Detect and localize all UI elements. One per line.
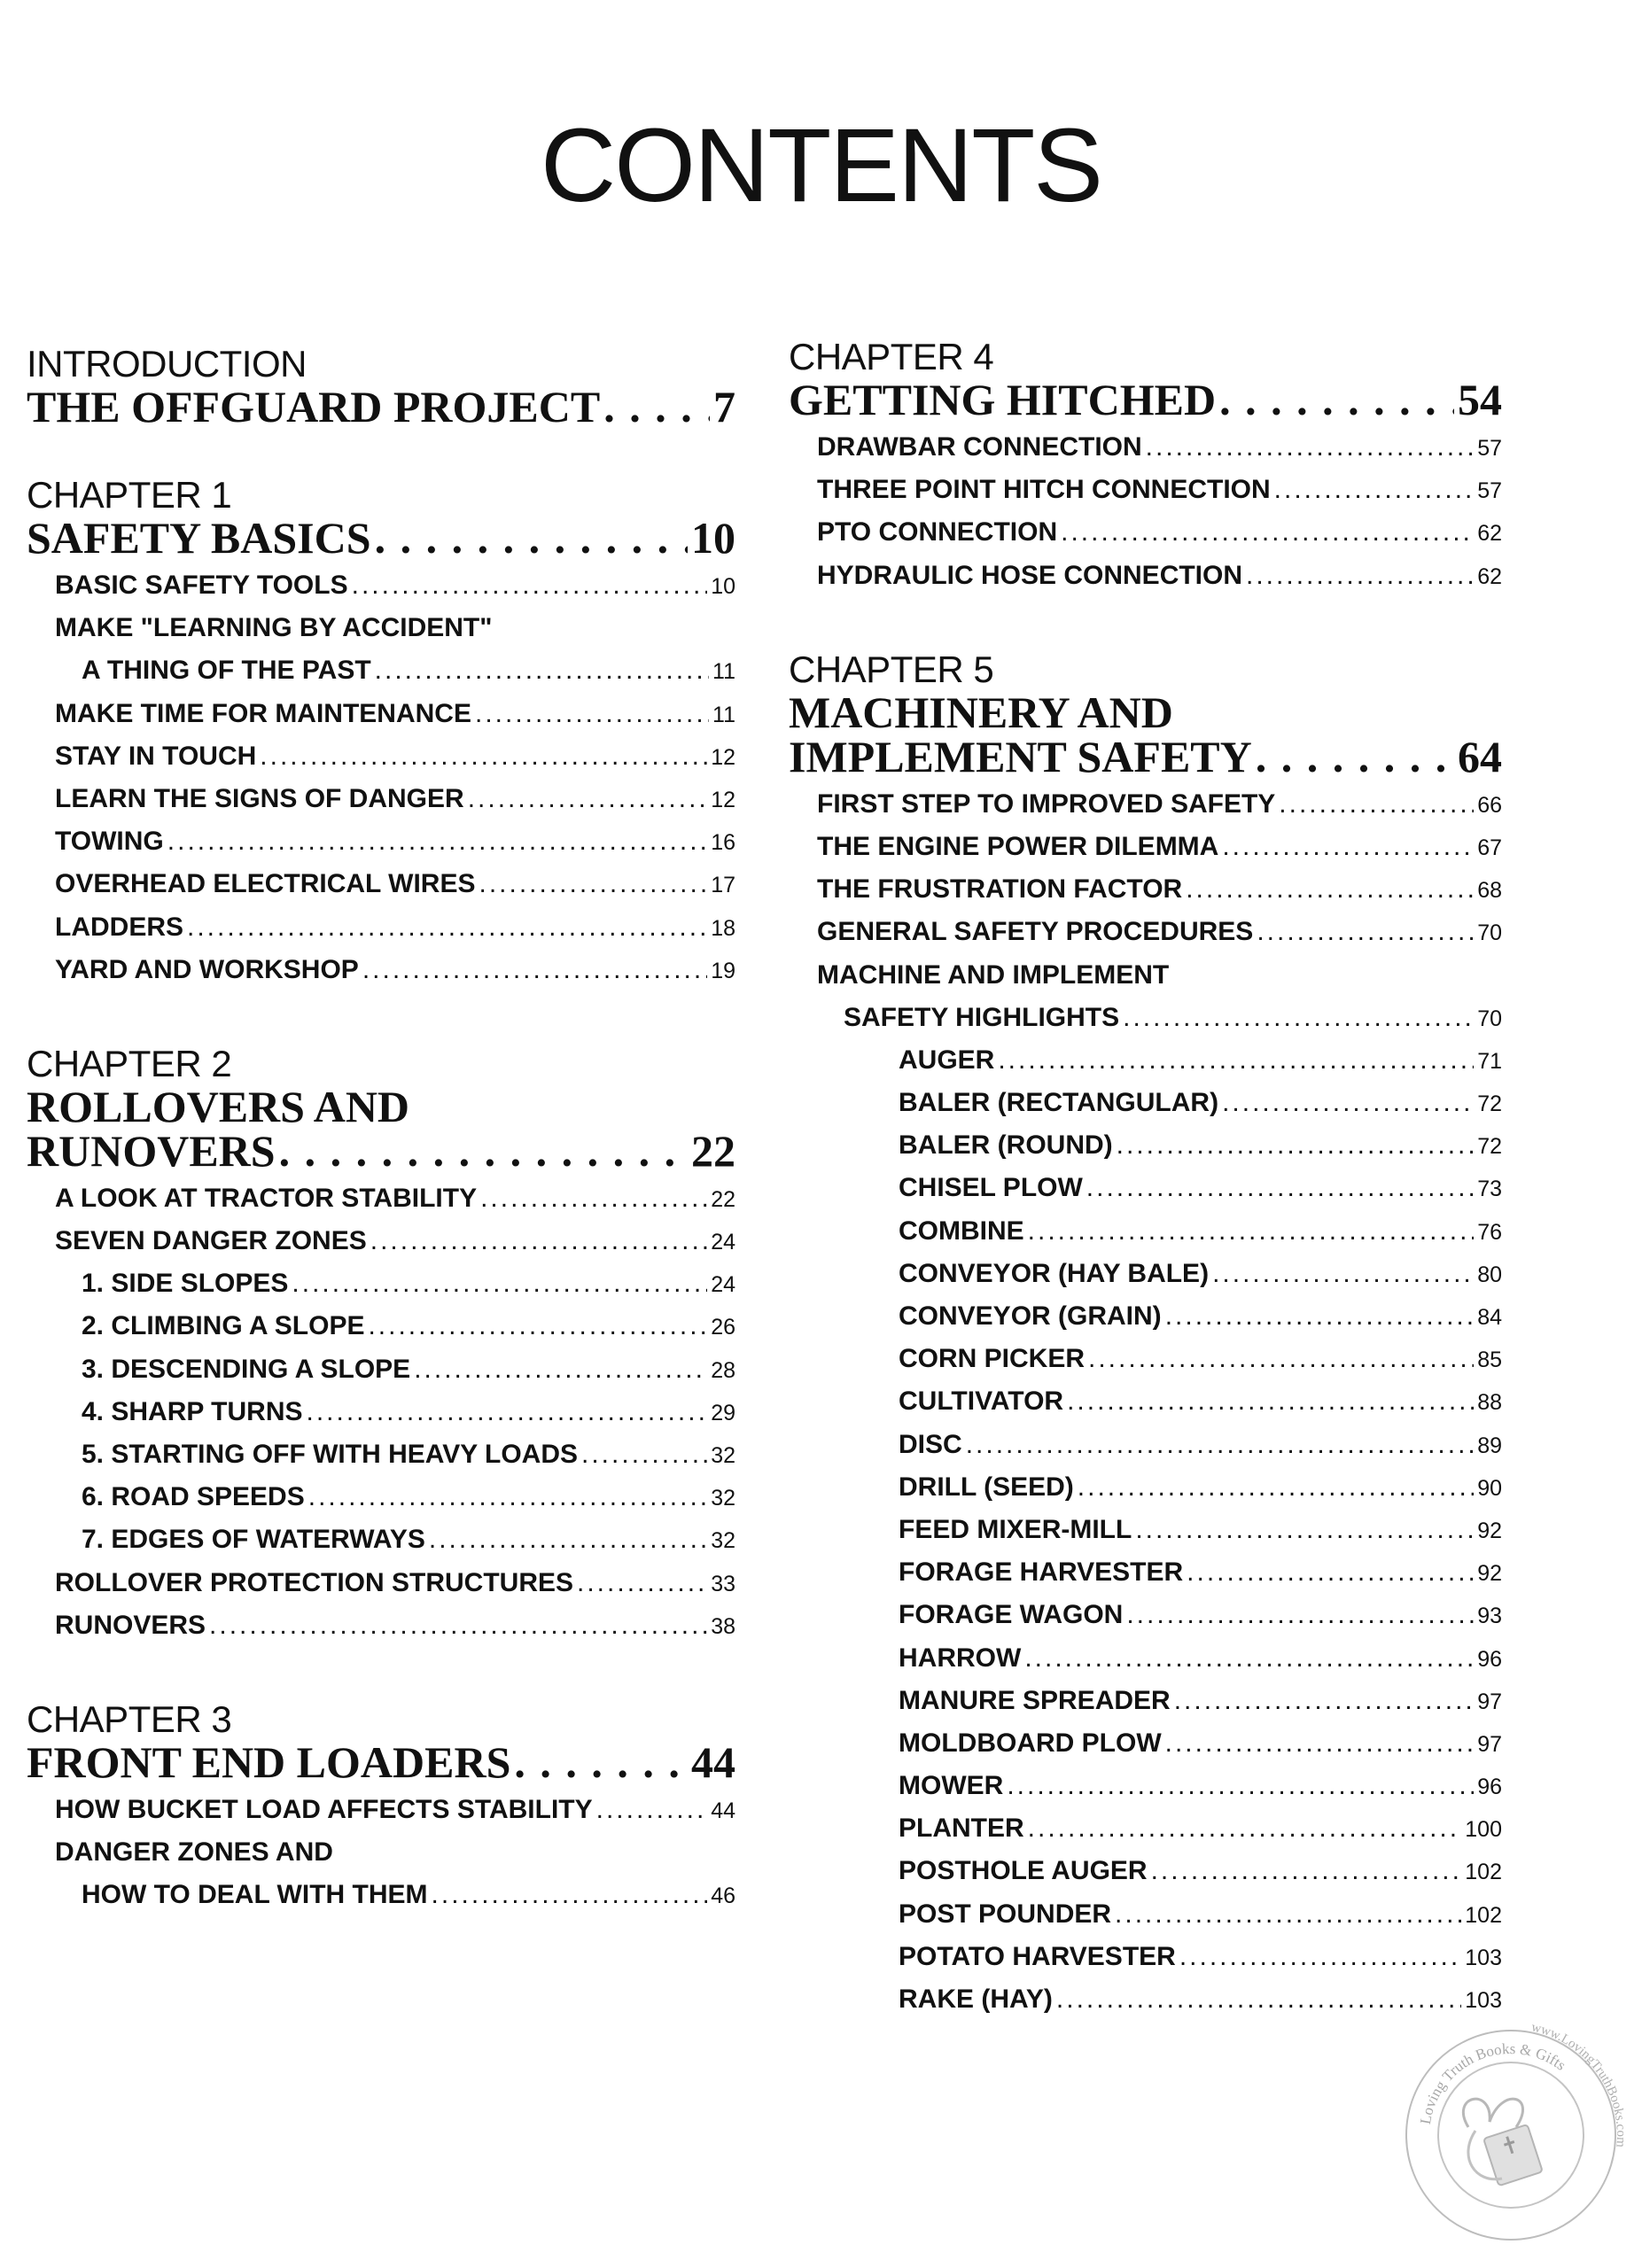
dot-leader [998, 1045, 1474, 1076]
toc-entry-page: 32 [711, 1528, 735, 1554]
toc-entry[interactable] [789, 1344, 1502, 1386]
toc-entry[interactable] [789, 1686, 1502, 1728]
toc-entry-label: A THING OF THE PAST [82, 656, 371, 686]
toc-section [789, 649, 1502, 2027]
toc-entry[interactable] [27, 955, 735, 998]
toc-entry[interactable] [789, 1472, 1502, 1515]
dot-leader [167, 827, 707, 857]
toc-entry-label: OVERHEAD ELECTRICAL WIRES [55, 869, 476, 899]
toc-entry[interactable] [789, 874, 1502, 917]
toc-entry-page: 11 [712, 659, 735, 685]
dot-leader [1186, 874, 1474, 905]
toc-entry[interactable] [27, 1525, 735, 1567]
toc-entry-label: LADDERS [55, 912, 184, 942]
toc-entry-page: 12 [711, 787, 735, 812]
toc-entry-page: 11 [712, 702, 735, 727]
toc-entry-label: RUNOVERS [55, 1610, 206, 1640]
toc-entry-label: FEED MIXER-MILL [899, 1514, 1132, 1544]
watermark-stamp [1378, 2002, 1642, 2268]
dot-leader [1126, 1600, 1474, 1630]
toc-entry[interactable] [27, 784, 735, 827]
toc-entry[interactable] [789, 1856, 1502, 1899]
toc-entry-page: 72 [1477, 1091, 1502, 1117]
dot-leader [1256, 734, 1454, 779]
dot-leader [1028, 1216, 1475, 1247]
toc-entry-page: 102 [1465, 1902, 1502, 1928]
toc-entry-page: 62 [1477, 521, 1502, 547]
chapter-heading-title: RUNOVERS [27, 1125, 276, 1176]
dot-leader [1187, 1557, 1474, 1588]
chapter-heading-title: FRONT END LOADERS [27, 1736, 511, 1787]
toc-entry[interactable] [789, 1771, 1502, 1814]
toc-entry[interactable] [789, 1557, 1502, 1600]
dot-leader [279, 1129, 688, 1173]
dot-leader [375, 656, 709, 686]
dot-leader [209, 1611, 707, 1641]
dot-leader [475, 699, 709, 729]
toc-entry-page: 92 [1477, 1518, 1502, 1543]
toc-entry-page: 72 [1477, 1134, 1502, 1160]
toc-entry-label: YARD AND WORKSHOP [55, 954, 359, 984]
chapter-heading[interactable] [789, 731, 1502, 781]
toc-section [27, 1044, 735, 1653]
toc-entry[interactable] [789, 1942, 1502, 1984]
toc-entry-label: SEVEN DANGER ZONES [55, 1226, 367, 1256]
toc-entry[interactable] [27, 913, 735, 955]
toc-entry-page: 44 [711, 1798, 735, 1823]
toc-entry[interactable] [789, 432, 1502, 475]
toc-entry-label: COMBINE [899, 1216, 1024, 1246]
toc-entry[interactable] [789, 1728, 1502, 1771]
chapter-heading[interactable] [27, 1125, 735, 1176]
toc-entry-label: 5. STARTING OFF WITH HEAVY LOADS [82, 1440, 579, 1469]
toc-entry-label: DRILL (SEED) [899, 1472, 1074, 1502]
chapter-heading-title: THE OFFGUARD PROJECT [27, 382, 601, 431]
toc-entry-page: 102 [1465, 1860, 1502, 1885]
toc-entry-label: DISC [899, 1429, 962, 1459]
toc-entry-page: 57 [1477, 436, 1502, 461]
toc-entry[interactable] [27, 742, 735, 784]
dot-leader [187, 913, 707, 943]
toc-entry-label: FIRST STEP TO IMPROVED SAFETY [817, 788, 1276, 819]
toc-entry-label: DRAWBAR CONNECTION [817, 432, 1142, 462]
dot-leader [1146, 432, 1475, 462]
toc-entry-label: PTO CONNECTION [817, 517, 1058, 548]
toc-entry[interactable] [789, 1259, 1502, 1301]
toc-entry-label: MANURE SPREADER [899, 1685, 1171, 1715]
chapter-kicker: CHAPTER 4 [789, 336, 994, 377]
toc-entry-page: 19 [711, 958, 735, 983]
gift-bible-icon [1463, 2099, 1542, 2186]
toc-right-column [789, 337, 1502, 2073]
toc-entry-label: 2. CLIMBING A SLOPE [82, 1311, 365, 1341]
toc-entry-label: RAKE (HAY) [899, 1984, 1053, 2014]
toc-entry[interactable] [27, 869, 735, 912]
toc-entry-page: 24 [711, 1230, 735, 1255]
toc-entry-label: POSTHOLE AUGER [899, 1856, 1148, 1886]
toc-entry-page: 18 [711, 915, 735, 941]
dot-leader [1151, 1856, 1462, 1886]
toc-left-column [27, 344, 735, 1969]
toc-entry-label: CULTIVATOR [899, 1386, 1064, 1417]
dot-leader [1117, 1130, 1475, 1161]
dot-leader [1179, 1942, 1461, 1972]
chapter-kicker: CHAPTER 5 [789, 648, 994, 690]
page-title: CONTENTS [541, 107, 1101, 224]
toc-entry-label: CHISEL PLOW [899, 1173, 1083, 1203]
dot-leader [1165, 1728, 1475, 1759]
dot-leader [1007, 1771, 1474, 1801]
toc-entry[interactable] [789, 517, 1502, 560]
toc-entry[interactable] [27, 1837, 735, 1880]
toc-section [27, 475, 735, 998]
toc-entry[interactable] [27, 656, 735, 698]
toc-entry-label: 6. ROAD SPEEDS [82, 1482, 305, 1512]
dot-leader [603, 384, 710, 429]
toc-entry-page: 12 [711, 744, 735, 770]
toc-entry-page: 92 [1477, 1561, 1502, 1587]
toc-entry[interactable] [789, 1386, 1502, 1429]
toc-entry[interactable] [27, 1611, 735, 1653]
toc-entry-page: 26 [711, 1315, 735, 1340]
toc-entry-label: AUGER [899, 1045, 995, 1075]
toc-entry[interactable] [789, 1899, 1502, 1942]
toc-entry-label: 1. SIDE SLOPES [82, 1269, 289, 1299]
chapter-kicker: CHAPTER 1 [27, 474, 232, 516]
toc-entry-page: 28 [711, 1357, 735, 1383]
chapter-page-number: 10 [691, 513, 735, 563]
toc-entry[interactable] [789, 960, 1502, 1003]
toc-entry-label: TOWING [55, 827, 164, 857]
dot-leader [966, 1430, 1475, 1460]
chapter-heading[interactable] [27, 513, 735, 563]
toc-entry-page: 29 [711, 1400, 735, 1425]
toc-entry-page: 96 [1477, 1646, 1502, 1672]
chapter-page-number: 54 [1458, 375, 1502, 424]
dot-leader [362, 955, 707, 985]
chapter-page-number: 64 [1458, 731, 1502, 781]
chapter-kicker: INTRODUCTION [27, 343, 307, 384]
dot-leader [1222, 1088, 1474, 1118]
toc-entry-page: 70 [1477, 920, 1502, 946]
toc-entry-page: 57 [1477, 478, 1502, 504]
dot-leader [1274, 475, 1475, 505]
dot-leader [307, 1397, 708, 1427]
dot-leader [368, 1311, 707, 1341]
dot-leader [1028, 1814, 1462, 1844]
toc-entry[interactable] [27, 571, 735, 613]
dot-leader [577, 1568, 707, 1598]
toc-entry[interactable] [27, 1226, 735, 1269]
toc-entry-label: THE ENGINE POWER DILEMMA [817, 831, 1219, 861]
toc-entry-label: MACHINE AND IMPLEMENT [817, 959, 1170, 990]
dot-leader [1257, 917, 1474, 947]
toc-entry-label: THE FRUSTRATION FACTOR [817, 874, 1183, 905]
dot-leader [1246, 561, 1474, 591]
toc-entry-label: BASIC SAFETY TOOLS [55, 571, 348, 600]
toc-entry[interactable] [27, 827, 735, 869]
toc-entry-page: 24 [711, 1272, 735, 1298]
dot-leader [1115, 1899, 1461, 1930]
dot-leader [468, 784, 707, 814]
toc-entry-page: 85 [1477, 1348, 1502, 1373]
toc-entry-page: 76 [1477, 1219, 1502, 1245]
dot-leader [514, 1740, 688, 1784]
toc-entry-page: 90 [1477, 1475, 1502, 1501]
dot-leader [432, 1880, 708, 1910]
dot-leader [1088, 1344, 1474, 1374]
dot-leader [260, 742, 707, 772]
toc-entry[interactable] [789, 832, 1502, 874]
toc-entry-label: GENERAL SAFETY PROCEDURES [817, 917, 1254, 947]
dot-leader [596, 1795, 708, 1825]
toc-entry-label: POST POUNDER [899, 1899, 1112, 1929]
toc-entry-label: MAKE "LEARNING BY ACCIDENT" [55, 613, 493, 643]
toc-entry-label: STAY IN TOUCH [55, 741, 257, 771]
toc-entry-page: 96 [1477, 1775, 1502, 1800]
toc-entry-page: 67 [1477, 835, 1502, 860]
dot-leader [581, 1440, 707, 1470]
toc-section [27, 344, 735, 429]
toc-entry[interactable] [789, 917, 1502, 959]
toc-entry-page: 71 [1477, 1048, 1502, 1074]
toc-section [27, 1699, 735, 1923]
dot-leader [352, 571, 708, 601]
toc-section [789, 337, 1502, 603]
toc-entry-label: POTATO HARVESTER [899, 1941, 1176, 1971]
toc-entry[interactable] [789, 1216, 1502, 1259]
toc-entry-page: 89 [1477, 1433, 1502, 1458]
toc-entry-label: CONVEYOR (GRAIN) [899, 1301, 1162, 1331]
toc-entry-page: 32 [711, 1486, 735, 1511]
toc-entry[interactable] [789, 1003, 1502, 1045]
toc-entry[interactable] [27, 1482, 735, 1525]
dot-leader [1078, 1472, 1474, 1503]
chapter-heading-title: IMPLEMENT SAFETY [789, 731, 1252, 781]
dot-leader [375, 516, 688, 560]
toc-entry[interactable] [789, 1130, 1502, 1173]
chapter-kicker: CHAPTER 2 [27, 1042, 232, 1084]
toc-entry-page: 88 [1477, 1390, 1502, 1416]
chapter-page-number: 22 [691, 1125, 735, 1176]
toc-entry-label: HOW TO DEAL WITH THEM [82, 1880, 428, 1910]
toc-entry-page: 46 [711, 1884, 735, 1909]
toc-entry[interactable] [27, 1355, 735, 1397]
toc-entry[interactable] [27, 1397, 735, 1440]
toc-entry-page: 80 [1477, 1262, 1502, 1287]
toc-entry[interactable] [789, 1600, 1502, 1643]
toc-entry-label: CONVEYOR (HAY BALE) [899, 1258, 1210, 1288]
toc-entry[interactable] [27, 1440, 735, 1482]
toc-entry-label: CORN PICKER [899, 1344, 1086, 1374]
dot-leader [479, 869, 707, 899]
toc-entry[interactable] [27, 1795, 735, 1837]
toc-entry-page: 73 [1477, 1177, 1502, 1202]
toc-entry-page: 38 [711, 1613, 735, 1639]
dot-leader [429, 1525, 707, 1555]
dot-leader [1067, 1386, 1474, 1417]
stamp-text: Loving Truth Books & Gifts [1416, 2039, 1569, 2126]
toc-entry-label: SAFETY HIGHLIGHTS [844, 1002, 1120, 1032]
toc-entry-label: MOWER [899, 1771, 1004, 1801]
toc-entry[interactable] [27, 1568, 735, 1611]
toc-entry-page: 10 [711, 574, 735, 599]
toc-entry-page: 33 [711, 1571, 735, 1596]
dot-leader [1123, 1003, 1474, 1033]
dot-leader [1086, 1173, 1474, 1203]
toc-entry-page: 66 [1477, 792, 1502, 818]
toc-entry-page: 68 [1477, 878, 1502, 904]
toc-entry-label: 3. DESCENDING A SLOPE [82, 1354, 411, 1384]
toc-entry[interactable] [789, 789, 1502, 832]
chapter-heading[interactable] [27, 384, 735, 429]
dot-leader [1165, 1301, 1475, 1332]
toc-entry-label: LEARN THE SIGNS OF DANGER [55, 783, 464, 813]
toc-entry[interactable] [27, 1184, 735, 1226]
chapter-heading-line: ROLLOVERS AND [27, 1081, 410, 1131]
toc-entry-label: A LOOK AT TRACTOR STABILITY [55, 1183, 478, 1213]
toc-entry[interactable] [789, 561, 1502, 603]
chapter-heading[interactable] [27, 1736, 735, 1787]
toc-entry-page: 22 [711, 1186, 735, 1212]
toc-entry[interactable] [789, 475, 1502, 517]
toc-entry-label: THREE POINT HITCH CONNECTION [817, 475, 1271, 505]
toc-entry-label: BALER (ROUND) [899, 1130, 1113, 1161]
toc-entry[interactable] [27, 699, 735, 742]
toc-entry-label: MAKE TIME FOR MAINTENANCE [55, 698, 471, 728]
dot-leader [480, 1184, 707, 1214]
chapter-heading-line: MACHINERY AND [789, 687, 1173, 737]
toc-entry-page: 97 [1477, 1731, 1502, 1757]
toc-entry-page: 16 [711, 830, 735, 856]
toc-entry-page: 100 [1465, 1817, 1502, 1843]
toc-entry-page: 84 [1477, 1305, 1502, 1330]
dot-leader [370, 1226, 707, 1256]
toc-entry[interactable] [27, 1269, 735, 1311]
toc-entry-page: 103 [1465, 1945, 1502, 1970]
toc-entry-label: ROLLOVER PROTECTION STRUCTURES [55, 1567, 574, 1597]
toc-entry[interactable] [789, 1430, 1502, 1472]
toc-entry-page: 70 [1477, 1006, 1502, 1031]
toc-entry[interactable] [27, 1880, 735, 1922]
chapter-heading-title: SAFETY BASICS [27, 513, 371, 563]
toc-entry-label: FORAGE WAGON [899, 1600, 1124, 1630]
dot-leader [292, 1269, 707, 1299]
toc-entry[interactable] [789, 1515, 1502, 1557]
dot-leader [1024, 1643, 1474, 1674]
dot-leader [1219, 377, 1454, 422]
toc-entry[interactable] [27, 1311, 735, 1354]
toc-entry[interactable] [789, 1643, 1502, 1686]
toc-entry[interactable] [27, 613, 735, 656]
toc-entry-label: BALER (RECTANGULAR) [899, 1088, 1219, 1118]
dot-leader [1279, 789, 1474, 819]
chapter-page-number: 7 [713, 382, 735, 431]
dot-leader [1174, 1686, 1474, 1716]
chapter-page-number: 44 [691, 1736, 735, 1787]
chapter-heading[interactable] [789, 377, 1502, 422]
toc-entry[interactable] [789, 1045, 1502, 1088]
toc-entry-label: FORAGE HARVESTER [899, 1557, 1184, 1588]
toc-entry-label: MOLDBOARD PLOW [899, 1728, 1162, 1758]
dot-leader [308, 1482, 707, 1512]
dot-leader [1061, 517, 1474, 548]
dot-leader [1212, 1259, 1474, 1289]
dot-leader [414, 1355, 707, 1385]
toc-entry-label: PLANTER [899, 1814, 1024, 1844]
toc-entry-label: HOW BUCKET LOAD AFFECTS STABILITY [55, 1794, 593, 1824]
toc-entry[interactable] [789, 1173, 1502, 1216]
toc-entry-page: 62 [1477, 563, 1502, 589]
toc-entry-label: 7. EDGES OF WATERWAYS [82, 1525, 425, 1555]
toc-entry[interactable] [789, 1088, 1502, 1130]
toc-entry-page: 103 [1465, 1988, 1502, 2013]
toc-entry-page: 93 [1477, 1604, 1502, 1629]
toc-entry-label: DANGER ZONES AND [55, 1837, 333, 1868]
dot-leader [1222, 832, 1474, 862]
chapter-heading-title: GETTING HITCHED [789, 375, 1217, 424]
stamp-url: www.LovingTruthBooks.com [1529, 2020, 1629, 2148]
toc-entry-label: HYDRAULIC HOSE CONNECTION [817, 560, 1243, 590]
toc-entry-page: 97 [1477, 1689, 1502, 1714]
toc-entry-label: HARROW [899, 1643, 1022, 1673]
chapter-kicker: CHAPTER 3 [27, 1697, 232, 1740]
dot-leader [1135, 1515, 1474, 1545]
toc-entry[interactable] [789, 1301, 1502, 1344]
toc-entry-page: 32 [711, 1443, 735, 1468]
toc-entry-page: 17 [711, 873, 735, 898]
toc-entry-label: 4. SHARP TURNS [82, 1396, 303, 1426]
toc-entry[interactable] [789, 1814, 1502, 1856]
